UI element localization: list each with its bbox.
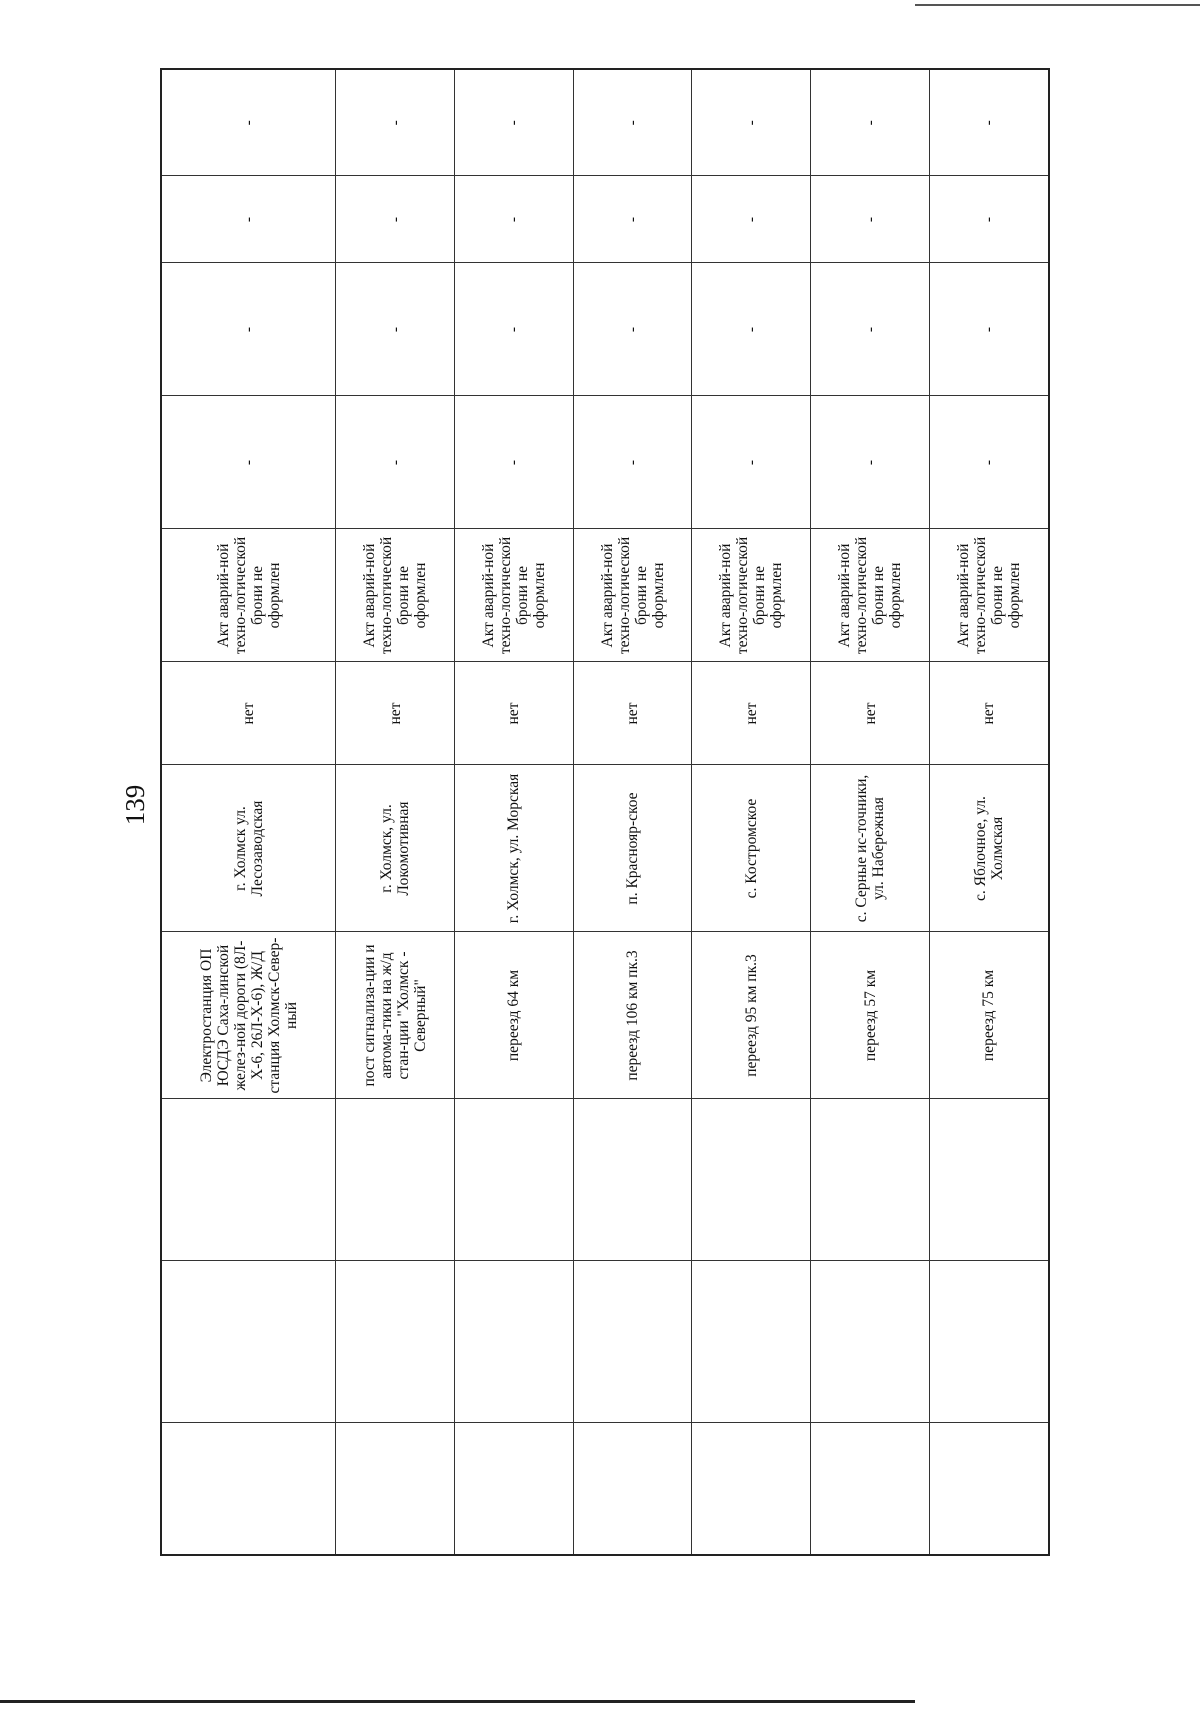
cell-act-status: Акт аварий-ной техно-логической брони не оформлен [336, 529, 455, 662]
cell-value-8: - [336, 396, 455, 529]
cell-value-10: - [336, 176, 455, 263]
cell-empty-1 [692, 1423, 811, 1555]
cell-value-10: - [811, 176, 930, 263]
cell-empty-1 [811, 1423, 930, 1555]
cell-address: г. Холмск, ул. Локомотивная [336, 765, 455, 932]
table-row [692, 69, 811, 1555]
table-row [811, 69, 930, 1555]
table-row [455, 69, 574, 1555]
cell-act-status: Акт аварий-ной техно-логической брони не оформлен [573, 529, 692, 662]
cell-address: п. Краснояр-ское [573, 765, 692, 932]
scan-edge-bottom [0, 1700, 915, 1703]
page-number: 139 [119, 784, 150, 826]
cell-reserve: нет [455, 662, 574, 765]
cell-act-status: Акт аварий-ной техно-логической брони не оформлен [161, 529, 336, 662]
cell-object-name: пост сигнализа-ции и автома-тики на ж/д стан-ции "Холмск - Северный" [336, 932, 455, 1099]
cell-reserve: нет [929, 662, 1049, 765]
cell-empty-3 [336, 1099, 455, 1261]
cell-empty-1 [161, 1423, 336, 1555]
cell-empty-1 [455, 1423, 574, 1555]
cell-empty-1 [573, 1423, 692, 1555]
cell-value-11: - [573, 69, 692, 176]
cell-value-9: - [161, 263, 336, 396]
cell-value-11: - [929, 69, 1049, 176]
cell-object-name: переезд 75 км [929, 932, 1049, 1099]
cell-value-11: - [692, 69, 811, 176]
cell-empty-2 [573, 1261, 692, 1423]
rotated-table-wrapper [160, 70, 1050, 1556]
cell-address: с. Костромское [692, 765, 811, 932]
cell-reserve: нет [573, 662, 692, 765]
table-body [161, 69, 1049, 1555]
cell-address: г. Холмск, ул. Морская [455, 765, 574, 932]
cell-value-9: - [692, 263, 811, 396]
cell-object-name: переезд 95 км пк.3 [692, 932, 811, 1099]
cell-value-9: - [929, 263, 1049, 396]
cell-value-10: - [929, 176, 1049, 263]
cell-act-status: Акт аварий-ной техно-логической брони не оформлен [811, 529, 930, 662]
cell-empty-3 [573, 1099, 692, 1261]
cell-empty-3 [811, 1099, 930, 1261]
cell-act-status: Акт аварий-ной техно-логической брони не оформлен [929, 529, 1049, 662]
cell-value-11: - [161, 69, 336, 176]
cell-empty-3 [692, 1099, 811, 1261]
cell-reserve: нет [692, 662, 811, 765]
cell-value-8: - [455, 396, 574, 529]
cell-value-8: - [811, 396, 930, 529]
cell-value-9: - [573, 263, 692, 396]
cell-value-10: - [161, 176, 336, 263]
table-row [336, 69, 455, 1555]
cell-object-name: Электростанция ОП ЮСДЭ Саха-линской желез-ной дороги (8Л-Х-6, 26Л-Х-6), Ж/Д станция Холмск-Север-ный [161, 932, 336, 1099]
cell-value-11: - [336, 69, 455, 176]
cell-reserve: нет [336, 662, 455, 765]
cell-empty-3 [161, 1099, 336, 1261]
cell-value-11: - [455, 69, 574, 176]
cell-empty-1 [336, 1423, 455, 1555]
table-row [573, 69, 692, 1555]
cell-empty-3 [929, 1099, 1049, 1261]
cell-value-8: - [161, 396, 336, 529]
cell-value-8: - [573, 396, 692, 529]
cell-empty-2 [692, 1261, 811, 1423]
cell-value-9: - [455, 263, 574, 396]
cell-value-8: - [929, 396, 1049, 529]
scan-edge-top [915, 4, 1200, 6]
cell-address: г. Холмск ул. Лесозаводская [161, 765, 336, 932]
cell-object-name: переезд 64 км [455, 932, 574, 1099]
cell-address: с. Серные ис-точники, ул. Набережная [811, 765, 930, 932]
cell-value-11: - [811, 69, 930, 176]
table-row [161, 69, 336, 1555]
document-table [160, 68, 1050, 1556]
cell-address: с. Яблочное, ул. Холмская [929, 765, 1049, 932]
cell-value-10: - [455, 176, 574, 263]
cell-object-name: переезд 106 км пк.3 [573, 932, 692, 1099]
cell-empty-2 [455, 1261, 574, 1423]
cell-reserve: нет [811, 662, 930, 765]
cell-value-10: - [573, 176, 692, 263]
cell-value-8: - [692, 396, 811, 529]
cell-empty-2 [336, 1261, 455, 1423]
cell-value-9: - [336, 263, 455, 396]
cell-value-10: - [692, 176, 811, 263]
cell-empty-1 [929, 1423, 1049, 1555]
cell-empty-2 [161, 1261, 336, 1423]
cell-empty-2 [929, 1261, 1049, 1423]
table-row [929, 69, 1049, 1555]
cell-empty-2 [811, 1261, 930, 1423]
cell-value-9: - [811, 263, 930, 396]
cell-reserve: нет [161, 662, 336, 765]
cell-act-status: Акт аварий-ной техно-логической брони не оформлен [455, 529, 574, 662]
cell-act-status: Акт аварий-ной техно-логической брони не оформлен [692, 529, 811, 662]
cell-object-name: переезд 57 км [811, 932, 930, 1099]
cell-empty-3 [455, 1099, 574, 1261]
